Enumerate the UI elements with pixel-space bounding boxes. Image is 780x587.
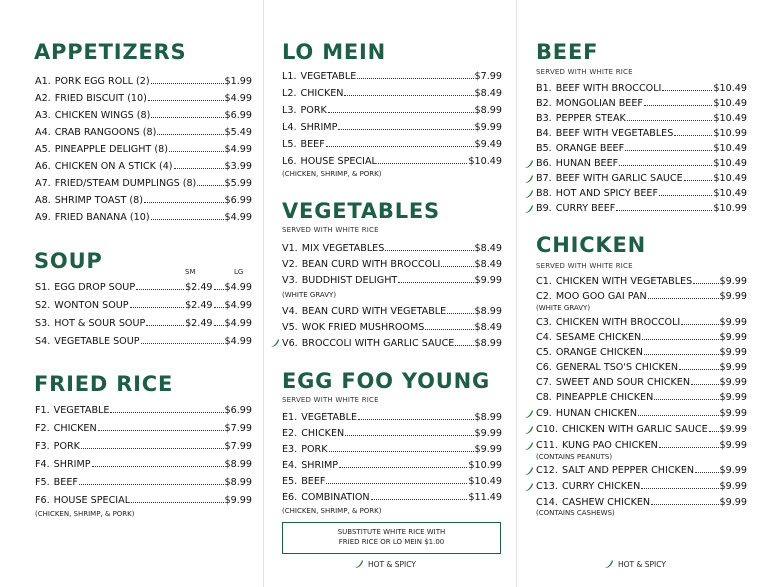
item-code: C5. <box>536 347 552 358</box>
list-item <box>35 176 252 190</box>
item-name: BEEF <box>53 477 78 488</box>
item-name: FRIED/STEAM DUMPLINGS (8) <box>54 178 197 189</box>
list-item <box>536 360 747 374</box>
item-code: S4. <box>35 336 51 347</box>
lo-mein-note: (CHICKEN, SHRIMP, & PORK) <box>282 170 382 178</box>
list-item <box>35 334 252 348</box>
list-item <box>282 474 502 488</box>
item-name: ORANGE BEEF <box>555 143 625 154</box>
list-item <box>35 316 252 330</box>
list-item <box>536 96 747 110</box>
legend-hot-spicy-middle <box>354 559 416 569</box>
item-price: $5.99 <box>224 178 252 189</box>
item-code: E4. <box>282 460 298 471</box>
item-name: CHICKEN ON A STICK (4) <box>54 161 173 172</box>
item-name: BEEF <box>300 139 325 150</box>
list-item <box>282 103 502 117</box>
list-item <box>536 330 747 344</box>
beef-subtitle: SERVED WITH WHITE RICE <box>536 68 633 76</box>
item-code: V4. <box>282 306 298 317</box>
item-name: BUDDHIST DELIGHT <box>301 275 398 286</box>
item-code: V2. <box>282 259 298 270</box>
list-item <box>35 210 252 224</box>
item-code: F5. <box>35 477 50 488</box>
item-name: MONGOLIAN BEEF <box>555 98 643 109</box>
list-item <box>35 193 252 207</box>
item-price: $10.99 <box>713 128 747 139</box>
list-item <box>35 280 252 294</box>
item-price: $10.49 <box>468 476 502 487</box>
item-price: $8.49 <box>474 243 502 254</box>
item-code: V6. <box>282 338 298 349</box>
item-code: C4. <box>536 332 552 343</box>
item-name: CHICKEN WITH GARLIC SAUCE <box>561 424 708 435</box>
item-price: $7.99 <box>224 423 252 434</box>
item-name: MIX VEGETABLES <box>301 243 385 254</box>
item-name: CASHEW CHICKEN <box>561 497 651 508</box>
item-price: $9.99 <box>719 465 747 476</box>
legend-hot-spicy-right <box>604 559 666 569</box>
item-code: A4. <box>35 127 51 138</box>
item-name: PORK <box>300 105 327 116</box>
item-price: $10.49 <box>713 98 747 109</box>
item-price: $9.99 <box>719 408 747 419</box>
item-price: $9.99 <box>719 362 747 373</box>
list-item <box>282 336 502 350</box>
item-code: F4. <box>35 459 50 470</box>
item-code: L3. <box>282 105 297 116</box>
substitute-line-1: SUBSTITUTE WHITE RICE WITH <box>337 528 446 536</box>
item-code: S1. <box>35 282 51 293</box>
item-code: F1. <box>35 405 50 416</box>
chili-pepper-icon <box>524 466 534 476</box>
item-price: $9.99 <box>719 424 747 435</box>
item-name: HOT AND SPICY BEEF <box>555 188 658 199</box>
chili-pepper-icon <box>604 559 614 569</box>
item-name: VEGETABLE <box>301 412 358 423</box>
item-code: B8. <box>536 188 552 199</box>
chili-pepper-icon <box>524 174 534 184</box>
fried-rice-title: FRIED RICE <box>34 372 174 396</box>
item-name: BROCCOLI WITH GARLIC SAUCE <box>301 338 455 349</box>
list-item <box>536 375 747 389</box>
list-item <box>536 274 747 288</box>
item-code: B1. <box>536 83 552 94</box>
list-item <box>536 422 747 436</box>
chili-pepper-icon <box>270 338 280 348</box>
item-code: B9. <box>536 203 552 214</box>
item-price: $8.99 <box>224 477 252 488</box>
chili-pepper-icon <box>354 559 364 569</box>
item-name: VEGETABLE <box>53 405 110 416</box>
item-name: KUNG PAO CHICKEN <box>561 440 658 451</box>
item-name: BEAN CURD WITH VEGETABLE <box>301 306 447 317</box>
item-price: $8.49 <box>474 259 502 270</box>
item-price: $10.49 <box>713 113 747 124</box>
item-price: $10.49 <box>713 83 747 94</box>
list-item <box>35 125 252 139</box>
item-price: $9.99 <box>474 275 502 286</box>
list-item <box>536 81 747 95</box>
item-name: SALT AND PEPPER CHICKEN <box>561 465 695 476</box>
item-name: EGG DROP SOUP <box>54 282 136 293</box>
item-code: C10. <box>536 424 558 435</box>
item-price-large: $4.99 <box>224 300 252 311</box>
item-code: C9. <box>536 408 552 419</box>
list-item <box>536 390 747 404</box>
item-code: E5. <box>282 476 298 487</box>
item-code: F2. <box>35 423 50 434</box>
item-code: C8. <box>536 392 552 403</box>
list-item <box>536 171 747 185</box>
item-price: $10.99 <box>713 203 747 214</box>
item-code: B3. <box>536 113 552 124</box>
list-item <box>536 345 747 359</box>
item-name: WOK FRIED MUSHROOMS <box>301 322 425 333</box>
list-item <box>282 410 502 424</box>
item-price: $8.99 <box>474 105 502 116</box>
item-name: PINEAPPLE CHICKEN <box>555 392 654 403</box>
item-name: HOUSE SPECIAL <box>53 495 131 506</box>
item-price: $10.49 <box>713 143 747 154</box>
item-price-large: $4.99 <box>224 336 252 347</box>
item-price-small: $2.49 <box>185 282 213 293</box>
item-price: $9.99 <box>719 440 747 451</box>
item-code: C12. <box>536 465 558 476</box>
list-item <box>282 490 502 504</box>
item-name: SHRIMP TOAST (8) <box>54 195 144 206</box>
item-price: $9.99 <box>474 428 502 439</box>
list-item <box>282 426 502 440</box>
item-code: C6. <box>536 362 552 373</box>
egg-foo-young-subtitle: SERVED WITH WHITE RICE <box>282 396 379 404</box>
list-item <box>536 201 747 215</box>
item-price: $9.99 <box>719 332 747 343</box>
item-code: C11. <box>536 440 558 451</box>
item-price: $10.99 <box>468 460 502 471</box>
list-item <box>282 241 502 255</box>
vegetables-subtitle: SERVED WITH WHITE RICE <box>282 226 379 234</box>
item-name: GENERAL TSO'S CHICKEN <box>555 362 679 373</box>
item-code: F6. <box>35 495 50 506</box>
item-code: S2. <box>35 300 51 311</box>
list-item <box>536 111 747 125</box>
item-price: $9.99 <box>719 317 747 328</box>
list-item <box>536 495 747 509</box>
item-code: V5. <box>282 322 298 333</box>
item-name: BEAN CURD WITH BROCCOLI <box>301 259 441 270</box>
item-price: $10.49 <box>713 158 747 169</box>
item-name: MOO GOO GAI PAN <box>555 291 647 302</box>
item-name: PEPPER STEAK <box>555 113 626 124</box>
chili-pepper-icon <box>524 425 534 435</box>
list-item <box>35 457 252 471</box>
list-item <box>282 154 502 168</box>
item-price: $11.49 <box>468 492 502 503</box>
page-fold-right <box>516 0 517 587</box>
item-name: BEEF <box>301 476 326 487</box>
item-price: $8.99 <box>474 306 502 317</box>
item-code: A1. <box>35 76 51 87</box>
item-code: L6. <box>282 156 297 167</box>
list-item <box>35 91 252 105</box>
c2-note: (WHITE GRAVY) <box>536 304 591 312</box>
list-item <box>282 137 502 151</box>
item-price: $9.99 <box>719 497 747 508</box>
item-name: CHICKEN <box>300 88 344 99</box>
item-code: L4. <box>282 122 297 133</box>
item-code: C2. <box>536 291 552 302</box>
list-item <box>282 320 502 334</box>
item-name: PORK EGG ROLL (2) <box>54 76 150 87</box>
item-name: HOUSE SPECIAL <box>300 156 377 167</box>
item-name: CRAB RANGOONS (8) <box>54 127 157 138</box>
item-name: COMBINATION <box>301 492 370 503</box>
chili-pepper-icon <box>524 482 534 492</box>
chili-pepper-icon <box>524 441 534 451</box>
item-name: CHICKEN <box>53 423 97 434</box>
item-code: F3. <box>35 441 50 452</box>
list-item <box>35 493 252 507</box>
item-code: E2. <box>282 428 298 439</box>
item-price: $6.99 <box>224 110 252 121</box>
list-item <box>536 289 747 303</box>
item-code: A2. <box>35 93 51 104</box>
list-item <box>35 421 252 435</box>
item-code: B5. <box>536 143 552 154</box>
item-code: L2. <box>282 88 297 99</box>
item-code: V1. <box>282 243 298 254</box>
v3-note: (WHITE GRAVY) <box>282 291 337 299</box>
item-code: C1. <box>536 276 552 287</box>
chili-pepper-icon <box>524 409 534 419</box>
list-item <box>282 304 502 318</box>
list-item <box>536 141 747 155</box>
list-item <box>35 74 252 88</box>
c14-note: (CONTAINS CASHEWS) <box>536 509 615 517</box>
item-price: $5.49 <box>224 127 252 138</box>
lo-mein-title: LO MEIN <box>282 40 387 64</box>
item-name: BEEF WITH VEGETABLES <box>555 128 674 139</box>
appetizers-title: APPETIZERS <box>34 40 187 64</box>
item-name: VEGETABLE <box>300 71 357 82</box>
item-code: B2. <box>536 98 552 109</box>
item-name: CHICKEN WITH BROCCOLI <box>555 317 681 328</box>
item-price: $3.99 <box>224 161 252 172</box>
item-name: WONTON SOUP <box>54 300 129 311</box>
item-price: $4.99 <box>224 93 252 104</box>
item-price: $6.99 <box>224 405 252 416</box>
list-item <box>35 403 252 417</box>
chicken-subtitle: SERVED WITH WHITE RICE <box>536 262 633 270</box>
item-price: $4.99 <box>224 144 252 155</box>
item-code: A3. <box>35 110 51 121</box>
list-item <box>282 86 502 100</box>
item-name: FRIED BISCUIT (10) <box>54 93 147 104</box>
list-item <box>536 463 747 477</box>
item-name: CURRY BEEF <box>555 203 616 214</box>
legend-label: HOT & SPICY <box>368 559 416 569</box>
item-code: A9. <box>35 212 51 223</box>
item-price: $8.49 <box>474 88 502 99</box>
soup-title: SOUP <box>34 249 103 273</box>
item-name: BEEF WITH BROCCOLI <box>555 83 662 94</box>
item-price: $9.49 <box>474 139 502 150</box>
soup-lg-header: LG <box>234 268 244 276</box>
item-code: C7. <box>536 377 552 388</box>
item-name: SHRIMP <box>53 459 91 470</box>
item-name: PORK <box>53 441 80 452</box>
legend-label: HOT & SPICY <box>618 559 666 569</box>
item-price: $9.99 <box>474 444 502 455</box>
item-price: $9.99 <box>474 122 502 133</box>
item-code: V3. <box>282 275 298 286</box>
item-code: B7. <box>536 173 552 184</box>
beef-title: BEEF <box>536 40 599 64</box>
item-code: E1. <box>282 412 298 423</box>
item-code: A6. <box>35 161 51 172</box>
item-price-small: $2.49 <box>185 318 213 329</box>
fried-rice-note: (CHICKEN, SHRIMP, & PORK) <box>35 510 135 518</box>
item-code: A7. <box>35 178 51 189</box>
item-price: $8.49 <box>474 322 502 333</box>
item-price: $9.99 <box>719 291 747 302</box>
item-name: BEEF WITH GARLIC SAUCE <box>555 173 683 184</box>
item-code: C13. <box>536 481 558 492</box>
list-item <box>536 479 747 493</box>
item-price: $4.99 <box>224 212 252 223</box>
list-item <box>536 156 747 170</box>
list-item <box>536 406 747 420</box>
item-code: E3. <box>282 444 298 455</box>
item-code: C14. <box>536 497 558 508</box>
item-name: SESAME CHICKEN <box>555 332 642 343</box>
item-name: PINEAPPLE DELIGHT (8) <box>54 144 168 155</box>
item-name: HOT & SOUR SOUP <box>54 318 146 329</box>
item-name: VEGETABLE SOUP <box>54 336 140 347</box>
item-code: E6. <box>282 492 298 503</box>
item-code: A5. <box>35 144 51 155</box>
item-name: HUNAN BEEF <box>555 158 619 169</box>
list-item <box>282 120 502 134</box>
list-item <box>35 159 252 173</box>
vegetables-title: VEGETABLES <box>282 199 440 223</box>
egg-foo-young-title: EGG FOO YOUNG <box>282 369 491 393</box>
page-fold-left <box>263 0 264 587</box>
item-price: $9.99 <box>719 392 747 403</box>
item-price: $6.99 <box>224 195 252 206</box>
item-name: HUNAN CHICKEN <box>555 408 638 419</box>
item-price: $9.99 <box>719 347 747 358</box>
c11-note: (CONTAINS PEANUTS) <box>536 453 613 461</box>
item-price-large: $4.99 <box>224 318 252 329</box>
item-name: SHRIMP <box>301 460 339 471</box>
item-code: S3. <box>35 318 51 329</box>
item-price: $1.99 <box>224 76 252 87</box>
item-price: $10.49 <box>713 173 747 184</box>
item-name: CHICKEN <box>301 428 345 439</box>
list-item <box>35 439 252 453</box>
list-item <box>35 475 252 489</box>
item-code: B6. <box>536 158 552 169</box>
item-code: B4. <box>536 128 552 139</box>
item-price: $10.49 <box>713 188 747 199</box>
chili-pepper-icon <box>524 189 534 199</box>
item-code: C3. <box>536 317 552 328</box>
list-item <box>536 315 747 329</box>
item-code: L1. <box>282 71 297 82</box>
list-item <box>35 108 252 122</box>
item-price-large: $4.99 <box>224 282 252 293</box>
item-price: $7.99 <box>474 71 502 82</box>
substitute-rice-box <box>282 522 501 554</box>
item-price: $8.99 <box>224 459 252 470</box>
list-item <box>536 186 747 200</box>
list-item <box>282 69 502 83</box>
list-item <box>536 438 747 452</box>
item-price: $9.99 <box>719 377 747 388</box>
item-price-small: $2.49 <box>185 300 213 311</box>
list-item <box>35 298 252 312</box>
list-item <box>35 142 252 156</box>
item-code: A8. <box>35 195 51 206</box>
item-price: $9.99 <box>224 495 252 506</box>
egg-foo-young-note: (CHICKEN, SHRIMP, & PORK) <box>282 507 382 515</box>
item-name: PORK <box>301 444 328 455</box>
soup-sm-header: SM <box>185 268 196 276</box>
item-name: SHRIMP <box>300 122 338 133</box>
item-price: $7.99 <box>224 441 252 452</box>
item-price: $9.99 <box>719 276 747 287</box>
item-code: L5. <box>282 139 297 150</box>
list-item <box>282 442 502 456</box>
item-name: CHICKEN WINGS (8) <box>54 110 151 121</box>
item-price: $8.99 <box>474 412 502 423</box>
chili-pepper-icon <box>524 204 534 214</box>
item-price: $10.49 <box>468 156 502 167</box>
substitute-line-2: FRIED RICE OR LO MEIN $1.00 <box>338 538 445 546</box>
item-name: FRIED BANANA (10) <box>54 212 150 223</box>
chili-pepper-icon <box>524 159 534 169</box>
item-price: $8.99 <box>474 338 502 349</box>
item-price: $9.99 <box>719 481 747 492</box>
list-item <box>282 273 502 287</box>
item-name: CHICKEN WITH VEGETABLES <box>555 276 693 287</box>
list-item <box>282 458 502 472</box>
chicken-title: CHICKEN <box>536 233 647 257</box>
item-name: ORANGE CHICKEN <box>555 347 643 358</box>
list-item <box>282 257 502 271</box>
item-name: SWEET AND SOUR CHICKEN <box>555 377 690 388</box>
list-item <box>536 126 747 140</box>
item-name: CURRY CHICKEN <box>561 481 641 492</box>
